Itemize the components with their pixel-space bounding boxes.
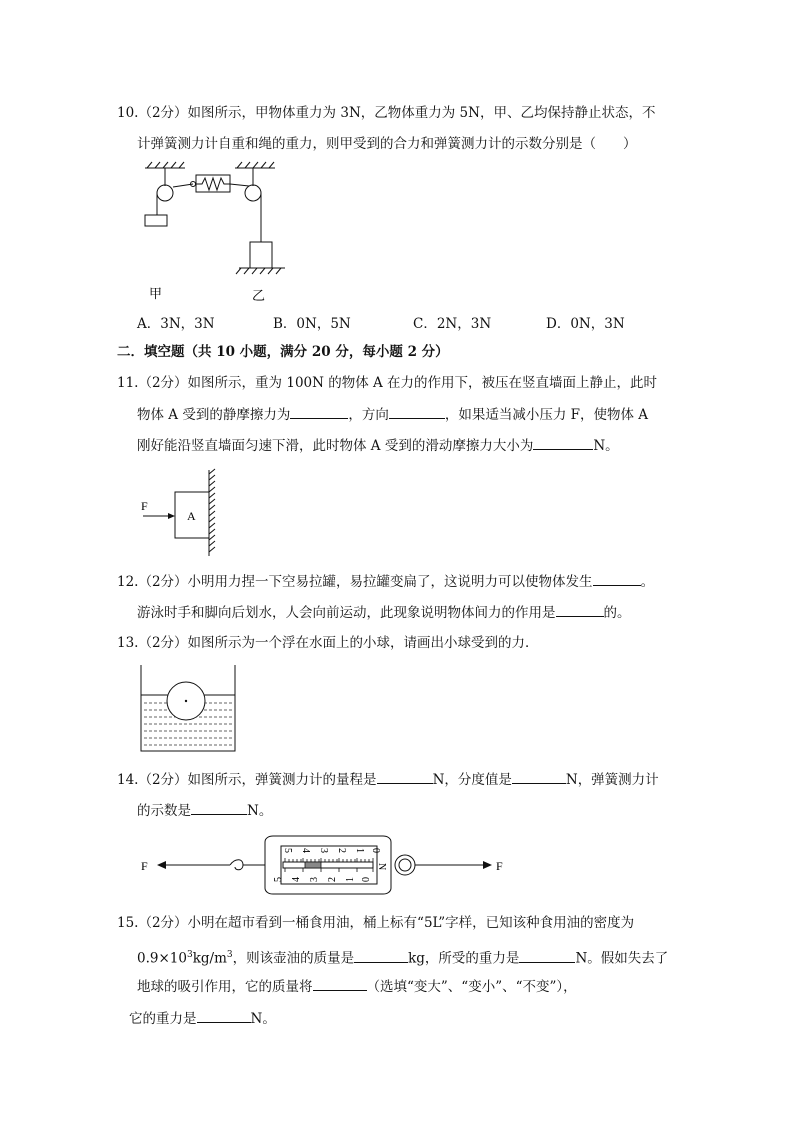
scale-unit-N: N bbox=[376, 863, 387, 871]
label-yi: 乙 bbox=[252, 288, 266, 303]
fig-label-F: F bbox=[141, 499, 148, 513]
q15-text-e: N。假如失去了 bbox=[575, 950, 669, 967]
q10-line1: 10.（2分）如图所示，甲物体重力为 3N，乙物体重力为 5N，甲、乙均保持静止状态，不 bbox=[117, 105, 656, 121]
q14-text-e: N。 bbox=[247, 803, 273, 819]
q15-line1: 15.（2分）小明在超市看到一桶食用油，桶上标有“5L”字样，已知该种食用油的密度为 bbox=[117, 915, 635, 931]
spring-scale-figure bbox=[135, 834, 515, 896]
scale-num-top-3: 3 bbox=[318, 848, 329, 853]
q10-option-c: C．2N，3N bbox=[413, 316, 492, 332]
scale-num-bottom-2: 2 bbox=[327, 877, 338, 882]
scale-num-top-2: 2 bbox=[336, 848, 347, 853]
section-heading: 二．填空题（共 10 小题，满分 20 分，每小题 2 分） bbox=[117, 344, 449, 360]
q15-line4 bbox=[129, 1009, 276, 1028]
q15-sup-2: 3 bbox=[226, 950, 233, 960]
scale-num-bottom-5: 5 bbox=[273, 877, 284, 882]
q12-line1 bbox=[117, 572, 654, 591]
q11-text-d: 刚好能沿竖直墙面匀速下滑，此时物体 A 受到的滑动摩擦力大小为 bbox=[137, 438, 534, 454]
scale-num-top-4: 4 bbox=[300, 848, 311, 853]
q11-line2 bbox=[137, 405, 648, 424]
q12-line2 bbox=[137, 603, 631, 622]
q15-text-f: 地球的吸引作用，它的质量将 bbox=[137, 979, 313, 995]
pulley-spring-figure bbox=[135, 160, 300, 310]
q14-line2 bbox=[137, 801, 272, 820]
q11-text-b: ，方向 bbox=[348, 407, 389, 423]
q12-text-c: 游泳时手和脚向后划水，人会向前运动，此现象说明物体间力的作用是 bbox=[137, 605, 556, 621]
q10-option-a: A．3N，3N bbox=[137, 316, 215, 332]
q14-text-a: 14.（2分）如图所示，弹簧测力计的量程是 bbox=[117, 772, 377, 788]
q15-text-a: 0.9×10 bbox=[137, 950, 187, 967]
fig14-label-F-left: F bbox=[141, 859, 148, 873]
scale-num-top-1: 1 bbox=[354, 848, 365, 853]
q12-blank-1[interactable] bbox=[593, 572, 641, 586]
q15-line3 bbox=[137, 977, 577, 996]
q15-blank-4[interactable] bbox=[197, 1009, 251, 1023]
fig-label-A: A bbox=[187, 509, 196, 523]
q11-text-c: ，如果适当减小压力 F，使物体 A bbox=[444, 407, 649, 423]
q12-blank-2[interactable] bbox=[556, 603, 604, 617]
q15-text-b: kg/m bbox=[192, 950, 227, 967]
q15-text-i: N。 bbox=[250, 1011, 276, 1027]
scale-num-bottom-3: 3 bbox=[309, 877, 320, 882]
q14-text-d: 的示数是 bbox=[137, 803, 191, 819]
q14-blank-1[interactable] bbox=[377, 770, 433, 784]
q14-text-c: N，弹簧测力计 bbox=[565, 772, 659, 788]
q10-line2: 计弹簧测力计自重和绳的重力，则甲受到的合力和弹簧测力计的示数分别是（ ） bbox=[137, 136, 637, 152]
q15-text-g: （选填“变大”、“变小”、“不变”）， bbox=[366, 979, 577, 995]
q13-line1: 13.（2分）如图所示为一个浮在水面上的小球，请画出小球受到的力． bbox=[117, 635, 539, 651]
q15-blank-1[interactable] bbox=[354, 949, 408, 963]
q11-text-e: N。 bbox=[593, 438, 619, 454]
fig14-label-F-right: F bbox=[496, 859, 503, 873]
q12-text-b: 。 bbox=[640, 574, 655, 590]
q12-text-a: 12.（2分）小明用力捏一下空易拉罐，易拉罐变扁了，这说明力可以使物体发生 bbox=[117, 574, 593, 590]
q11-text-a: 物体 A 受到的静摩擦力为 bbox=[137, 407, 291, 423]
wall-block-figure bbox=[135, 468, 230, 560]
q14-blank-3[interactable] bbox=[191, 801, 247, 815]
scale-num-bottom-4: 4 bbox=[291, 877, 302, 882]
q15-text-c: ，则该壶油的质量是 bbox=[232, 950, 355, 967]
q11-line3 bbox=[137, 436, 619, 455]
q15-text-h: 它的重力是 bbox=[129, 1011, 197, 1027]
q10-option-b: B．0N，5N bbox=[273, 316, 351, 332]
q11-line1: 11.（2分）如图所示，重为 100N 的物体 A 在力的作用下，被压在竖直墙面上静止，此时 bbox=[117, 375, 658, 391]
scale-num-bottom-0: 0 bbox=[361, 877, 372, 882]
q14-blank-2[interactable] bbox=[512, 770, 566, 784]
q15-sup-1: 3 bbox=[186, 950, 193, 960]
q14-text-b: N，分度值是 bbox=[432, 772, 512, 788]
floating-ball-figure bbox=[138, 662, 240, 756]
q11-blank-2[interactable] bbox=[389, 405, 445, 419]
q15-line2 bbox=[137, 946, 668, 968]
scale-num-top-5: 5 bbox=[282, 848, 293, 853]
q12-text-d: 的。 bbox=[603, 605, 631, 621]
q15-blank-3[interactable] bbox=[313, 977, 367, 991]
scale-num-bottom-1: 1 bbox=[345, 877, 356, 882]
q15-text-d: kg，所受的重力是 bbox=[408, 950, 520, 967]
scale-num-top-0: 0 bbox=[370, 848, 381, 853]
q14-line1 bbox=[117, 770, 659, 789]
q11-blank-1[interactable] bbox=[290, 405, 348, 419]
label-jia: 甲 bbox=[149, 286, 163, 301]
q10-option-d: D．0N，3N bbox=[546, 316, 625, 332]
q11-blank-3[interactable] bbox=[533, 436, 593, 450]
q15-blank-2[interactable] bbox=[519, 949, 575, 963]
